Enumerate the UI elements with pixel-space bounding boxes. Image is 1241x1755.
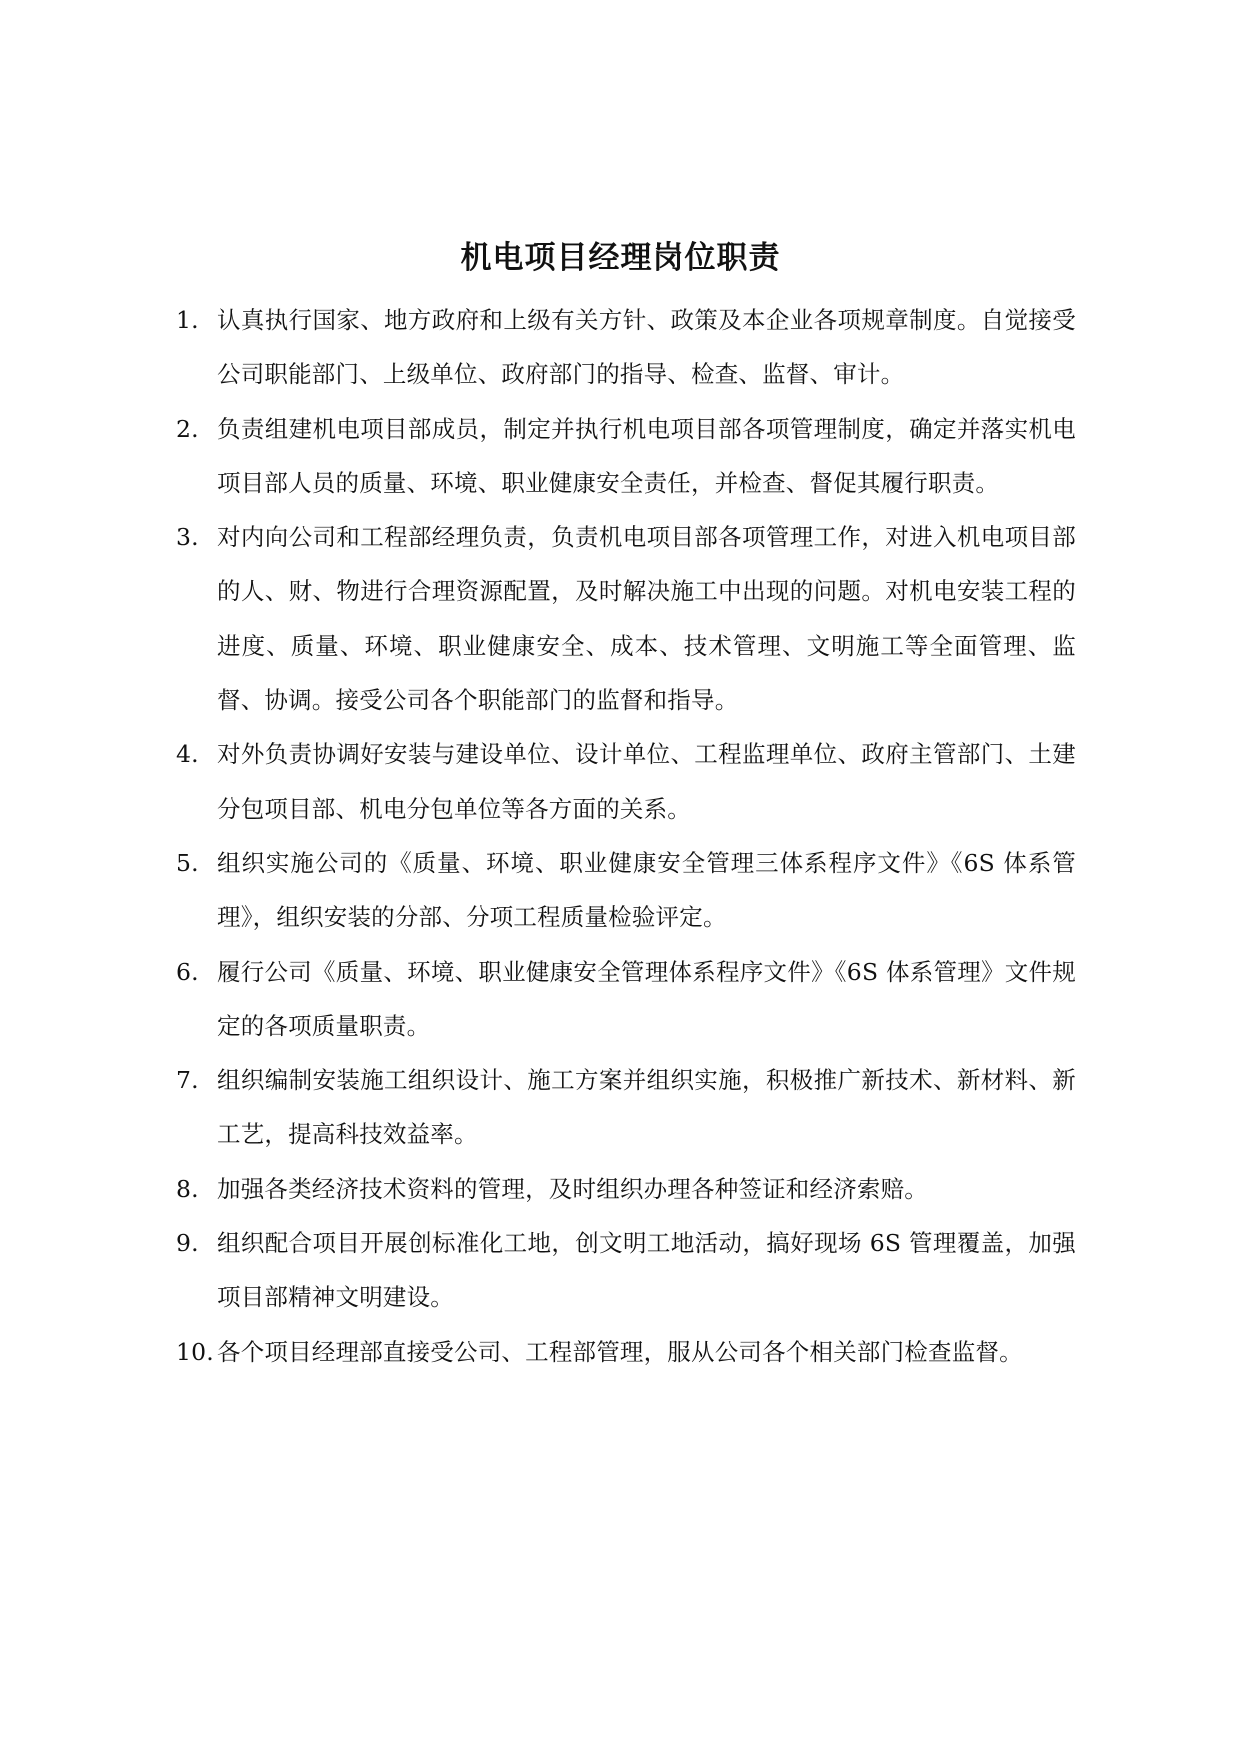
- item-text: 组织实施公司的《质量、环境、职业健康安全管理三体系程序文件》《6S 体系管理》，组织安装的分部、分项工程质量检验评定。: [217, 848, 1076, 932]
- item-text: 对内向公司和工程部经理负责，负责机电项目部各项管理工作，对进入机电项目部的人、财、物进行合理资源配置，及时解决施工中出现的问题。对机电安装工程的进度、质量、环境、职业健康安全、成本、技术管理、文明施工等全面管理、监督、协调。接受公司各个职能部门的监督和指导。: [217, 523, 1076, 715]
- item-number: 2.: [176, 414, 199, 443]
- list-item: [176, 1325, 1076, 1379]
- item-number: 8.: [176, 1174, 199, 1203]
- item-text: 认真执行国家、地方政府和上级有关方针、政策及本企业各项规章制度。自觉接受公司职能部门、上级单位、政府部门的指导、检查、监督、审计。: [217, 306, 1076, 389]
- item-text: 组织配合项目开展创标准化工地，创文明工地活动，搞好现场 6S 管理覆盖，加强项目部精神文明建设。: [217, 1229, 1076, 1312]
- item-number: 5.: [176, 848, 199, 877]
- list-item: [176, 1162, 1076, 1216]
- list-item: [176, 1053, 1076, 1162]
- item-text: 履行公司《质量、环境、职业健康安全管理体系程序文件》《6S 体系管理》文件规定的各项质量职责。: [217, 957, 1076, 1040]
- list-item: [176, 510, 1076, 727]
- item-text: 组织编制安装施工组织设计、施工方案并组织实施，积极推广新技术、新材料、新工艺，提高科技效益率。: [217, 1066, 1076, 1149]
- list-item: [176, 1216, 1076, 1325]
- item-text: 负责组建机电项目部成员，制定并执行机电项目部各项管理制度，确定并落实机电项目部人员的质量、环境、职业健康安全责任，并检查、督促其履行职责。: [217, 414, 1076, 497]
- item-number: 7.: [176, 1066, 199, 1095]
- item-number: 6.: [176, 957, 199, 986]
- item-number: 9.: [176, 1229, 199, 1258]
- item-text: 各个项目经理部直接受公司、工程部管理，服从公司各个相关部门检查监督。: [217, 1337, 1023, 1366]
- list-item: [176, 727, 1076, 836]
- item-number: 4.: [176, 740, 199, 769]
- list-item: [176, 293, 1076, 402]
- list-item: [176, 945, 1076, 1054]
- item-text: 加强各类经济技术资料的管理，及时组织办理各种签证和经济索赔。: [217, 1174, 928, 1203]
- item-number: 3.: [176, 523, 199, 552]
- item-number: 1.: [176, 306, 199, 334]
- list-item: [176, 836, 1076, 945]
- duty-list: [176, 293, 1076, 1379]
- list-item: [176, 402, 1076, 511]
- item-number: 10.: [176, 1337, 214, 1366]
- page-title: 机电项目经理岗位职责: [460, 240, 781, 276]
- item-text: 对外负责协调好安装与建设单位、设计单位、工程监理单位、政府主管部门、土建分包项目部、机电分包单位等各方面的关系。: [217, 740, 1076, 823]
